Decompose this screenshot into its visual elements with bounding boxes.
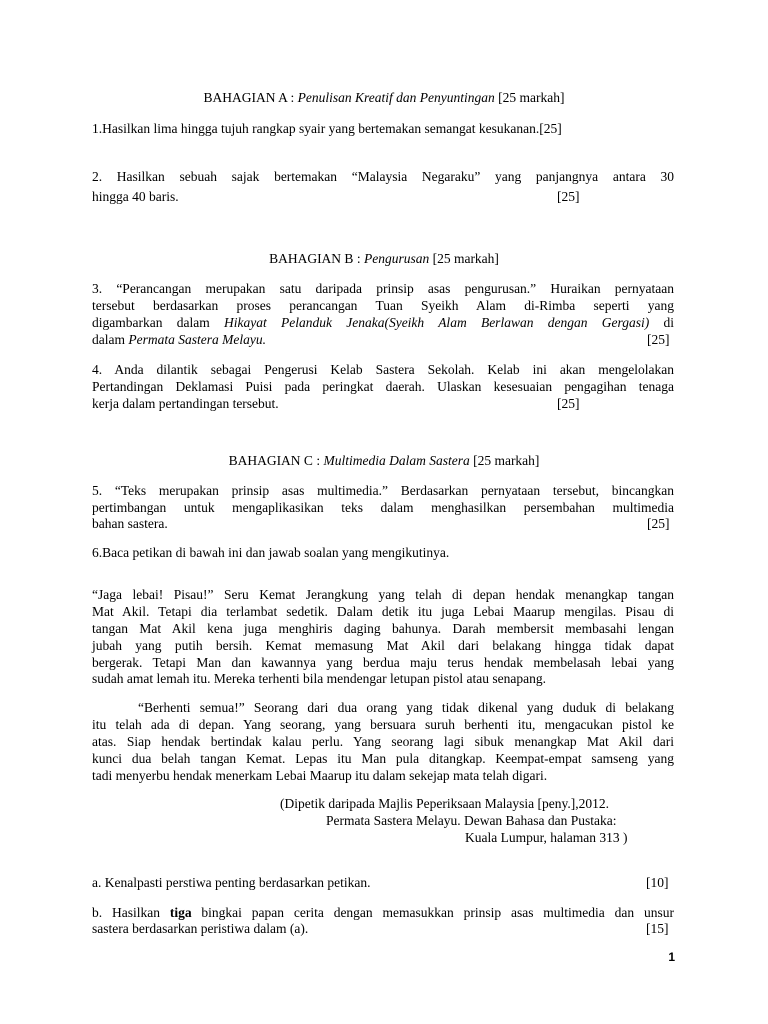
q3-line3-title: Hikayat Pelanduk Jenaka(Syeikh Alam Berlawan dengan Gergasi) [223, 315, 650, 330]
q3-line4-title: Permata Sastera Melayu. [128, 332, 266, 347]
qb-emphasis: tiga [169, 905, 192, 920]
question-1: 1.Hasilkan lima hingga tujuh rangkap syair yang bertemakan semangat kesukanan.[25] [92, 121, 562, 136]
question-5-marks: [25] [647, 516, 670, 531]
heading-c-marks: [25 markah] [469, 453, 540, 468]
heading-a-title: Penulisan Kreatif dan Penyuntingan [297, 90, 495, 105]
heading-c-label: BAHAGIAN C : [228, 453, 324, 468]
heading-c-title: Multimedia Dalam Sastera [323, 453, 470, 468]
question-4-line-2: Pertandingan Deklamasi Puisi pada peringkat daerah. Ulaskan kesesuaian pengagihan tenaga [92, 379, 674, 394]
heading-a-marks: [25 markah] [494, 90, 565, 105]
qb-text: b. Hasilkan [92, 905, 170, 920]
q3-line4-text: dalam [92, 332, 129, 347]
question-2-line-2: hingga 40 baris. [92, 189, 179, 204]
qb-text-end: bingkai papan cerita dengan memasukkan prinsip asas multimedia dan unsur [191, 905, 674, 920]
question-3-line-2: tersebut berdasarkan proses perancangan Tuan Syeikh Alam di-Rimba seperti yang [92, 298, 674, 313]
passage-line: jubah yang putih bersih. Kemat memasung Mat Akil dari belakang hingga tidak dapat [92, 638, 674, 653]
q3-line3-end: di [649, 315, 674, 330]
question-4-line-1: 4. Anda dilantik sebagai Pengerusi Kelab Sastera Sekolah. Kelab ini akan mengelolakan [92, 362, 674, 377]
passage-line: tadi menyerbu hendak menerkam Lebai Maarup itu dalam sekejap mata telah digari. [92, 768, 548, 783]
question-b-line-2: sastera berdasarkan peristiwa dalam (a). [92, 921, 309, 936]
question-3-line-1: 3. “Perancangan merupakan satu daripada prinsip asas pengurusan.” Huraikan pernyataan [92, 281, 674, 296]
passage-line: Mat Akil. Tetapi dia terlambat sedetik. Dalam detik itu juga Lebai Maarup mengilas. Pisau di [92, 604, 674, 619]
question-b-marks: [15] [646, 921, 669, 936]
passage-line: “Berhenti semua!” Seorang dari dua orang yang tidak dikenal yang duduk di belakang [138, 700, 674, 715]
page-number: 1 [668, 950, 675, 964]
section-b-heading [0, 250, 768, 267]
q3-line3-text: digambarkan dalam [92, 315, 224, 330]
question-6: 6.Baca petikan di bawah ini dan jawab soalan yang mengikutinya. [92, 545, 450, 560]
citation-line-1: (Dipetik daripada Majlis Peperiksaan Malaysia [peny.],2012. [280, 796, 610, 811]
heading-a-label: BAHAGIAN A : [203, 90, 298, 105]
passage-line: sudah amat lemah itu. Mereka terhenti bila mendengar letupan pistol atau senapang. [92, 671, 546, 686]
question-3-line-3 [92, 314, 674, 331]
question-3-marks: [25] [647, 332, 670, 347]
heading-b-label: BAHAGIAN B : [269, 251, 364, 266]
question-5-line-2: pertimbangan untuk mengaplikasikan teks dalam menghasilkan persembahan multimedia [92, 500, 674, 515]
question-b-line-1 [92, 904, 674, 921]
question-4-line-3: kerja dalam pertandingan tersebut. [92, 396, 279, 411]
citation-line-2: Permata Sastera Melayu. Dewan Bahasa dan Pustaka: [326, 813, 617, 828]
question-5-line-3: bahan sastera. [92, 516, 168, 531]
passage-line: kunci dua belah tangan Kemat. Lepas itu Man pula ditangkap. Keempat-empat samseng yang [92, 751, 674, 766]
question-a-marks: [10] [646, 875, 669, 890]
question-4-marks: [25] [557, 396, 580, 411]
question-5-line-1: 5. “Teks merupakan prinsip asas multimedia.” Berdasarkan pernyataan tersebut, bincangkan [92, 483, 674, 498]
passage-line: atas. Siap hendak bertindak kalau perlu. Yang seorang lagi sibuk menangkap Mat Akil dari [92, 734, 674, 749]
passage-line: tangan Mat Akil kena juga menghiris daging bahunya. Darah membersit membasahi lengan [92, 621, 674, 636]
question-2-line-1: 2. Hasilkan sebuah sajak bertemakan “Malaysia Negaraku” yang panjangnya antara 30 [92, 169, 674, 184]
question-3-line-4 [92, 331, 266, 348]
section-c-heading [0, 452, 768, 469]
passage-line: bergerak. Tetapi Man dan kawannya yang berdua maju terus hendak membelasah lebai yang [92, 655, 674, 670]
question-a: a. Kenalpasti perstiwa penting berdasarkan petikan. [92, 875, 371, 890]
section-a-heading [0, 89, 768, 106]
question-2-marks: [25] [557, 189, 580, 204]
heading-b-title: Pengurusan [363, 251, 430, 266]
passage-line: itu telah ada di depan. Yang seorang, yang bersuara suruh berhenti itu, mengacukan pistol ke [92, 717, 674, 732]
heading-b-marks: [25 markah] [429, 251, 499, 266]
passage-line: “Jaga lebai! Pisau!” Seru Kemat Jerangkung yang telah di depan hendak menangkap tangan [92, 587, 674, 602]
citation-line-3: Kuala Lumpur, halaman 313 ) [465, 830, 628, 845]
